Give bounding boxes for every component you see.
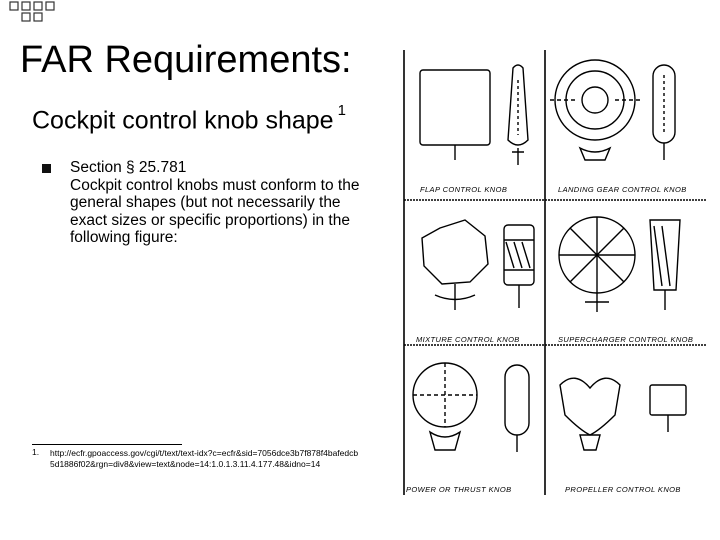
supercharger-knob-icon	[559, 217, 635, 312]
footnote-divider	[32, 444, 182, 445]
knob-shapes-figure	[400, 40, 710, 500]
subtitle-text: Cockpit control knob shape	[32, 106, 334, 135]
knob-shapes-drawing	[400, 40, 710, 500]
footnote	[32, 448, 362, 470]
subtitle-footnote-mark: 1	[337, 102, 346, 119]
bullet-heading: Section § 25.781	[70, 159, 187, 176]
label-supercharger: SUPERCHARGER CONTROL KNOB	[558, 335, 694, 344]
flap-knob-icon	[420, 70, 490, 160]
landing-gear-knob-icon	[550, 60, 640, 160]
footnote-mark: 1.	[32, 447, 40, 457]
footnote-url[interactable]: http://ecfr.gpoaccess.gov/cgi/t/text/text-idx?c=ecfr&sid=7056dce3b7f878f4bafedcb5d1886f02&rgn=div8&view=text&node=14:1.0.1.3.11.4.177.48&idno=14	[50, 448, 359, 469]
label-mixture: MIXTURE CONTROL KNOB	[416, 335, 520, 344]
bullet-body: Cockpit control knobs must conform to the general shapes (but not necessarily the exact sizes or specific proportions) in the following figure:	[70, 176, 360, 246]
supercharger-knob-side-icon	[650, 220, 680, 310]
power-knob-icon	[413, 363, 477, 450]
label-power: POWER OR THRUST KNOB	[406, 485, 512, 494]
label-landing-gear: LANDING GEAR CONTROL KNOB	[558, 185, 687, 194]
power-knob-side-icon	[505, 365, 529, 452]
landing-gear-knob-side-icon	[653, 65, 675, 160]
mixture-knob-side-icon	[504, 225, 534, 308]
slide-title: FAR Requirements:	[20, 39, 352, 81]
bullet-text	[70, 159, 370, 247]
flap-knob-side-icon	[508, 65, 528, 165]
propeller-knob-side-icon	[650, 385, 686, 432]
corner-squares-decoration	[0, 0, 60, 24]
propeller-knob-icon	[560, 378, 620, 450]
slide-subtitle	[32, 102, 346, 135]
bullet-marker-icon	[42, 164, 51, 173]
label-flap: FLAP CONTROL KNOB	[420, 185, 508, 194]
mixture-knob-icon	[422, 220, 488, 310]
label-propeller: PROPELLER CONTROL KNOB	[565, 485, 681, 494]
